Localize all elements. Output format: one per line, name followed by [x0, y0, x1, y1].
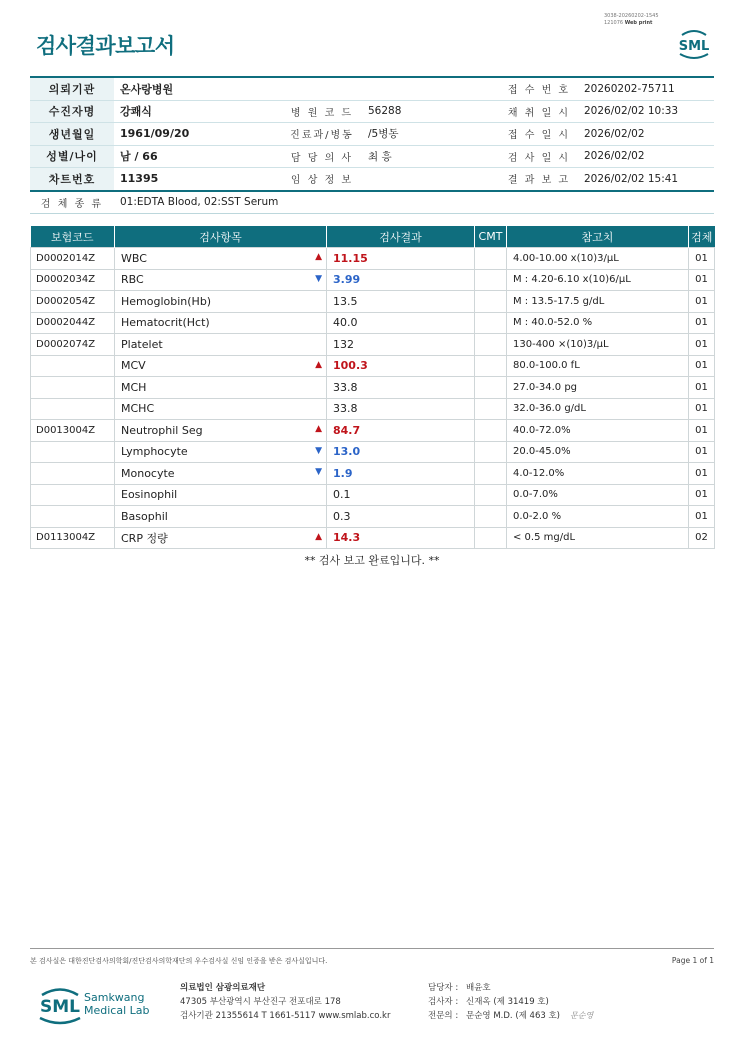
reference-range: M : 13.5-17.5 g/dL	[507, 291, 689, 313]
test-item-label: Hematocrit(Hct)	[121, 316, 210, 330]
specimen-row	[30, 191, 714, 214]
test-item-label: Monocyte	[121, 466, 175, 480]
insurance-code: D0002044Z	[31, 312, 115, 334]
header-code: 보험코드	[31, 226, 115, 248]
info-value	[362, 168, 500, 191]
info-value: /5병동	[362, 123, 500, 146]
test-item	[115, 269, 327, 291]
staff-name: 신재옥 (제 31419 호)	[466, 997, 549, 1007]
staff-info	[428, 981, 593, 1023]
reference-range: 80.0-100.0 fL	[507, 355, 689, 377]
samkwang-logo-icon	[36, 983, 160, 1027]
test-item-label: Neutrophil Seg	[121, 423, 203, 437]
info-row	[30, 100, 714, 123]
info-value	[362, 77, 500, 100]
footer-logo-name-1: Samkwang	[84, 991, 145, 1004]
high-flag-icon: ▲	[315, 531, 322, 542]
staff-label: 검사자 :	[428, 997, 459, 1007]
org-contact: 검사기관 21355614 T 1661-5117 www.smlab.co.kr	[180, 1011, 391, 1021]
comment-cell	[475, 463, 507, 485]
info-row	[30, 168, 714, 191]
info-value: 2026/02/02 15:41	[578, 168, 714, 191]
specimen-code: 01	[689, 377, 715, 399]
info-label: 임 상 정 보	[282, 168, 362, 191]
reference-range: < 0.5 mg/dL	[507, 527, 689, 549]
comment-cell	[475, 291, 507, 313]
test-item-label: CRP 정량	[121, 531, 168, 545]
result-value: 132	[327, 334, 475, 356]
insurance-code: D0002034Z	[31, 269, 115, 291]
result-row	[31, 355, 715, 377]
result-row	[31, 269, 715, 291]
info-row	[30, 123, 714, 146]
info-value: 56288	[362, 100, 500, 123]
staff-row	[428, 1009, 593, 1023]
info-value: 온사랑병원	[114, 77, 282, 100]
result-value: 13.0	[327, 441, 475, 463]
signature: 문순영	[570, 1011, 594, 1020]
reference-range: 130-400 ×(10)3/μL	[507, 334, 689, 356]
result-value: 84.7	[327, 420, 475, 442]
page-title: 검사결과보고서	[36, 34, 175, 58]
info-value: 최 흥	[362, 145, 500, 168]
print-code	[604, 13, 659, 27]
comment-cell	[475, 420, 507, 442]
result-row	[31, 420, 715, 442]
test-item	[115, 463, 327, 485]
info-label: 접 수 번 호	[500, 77, 578, 100]
insurance-code	[31, 355, 115, 377]
info-label: 차트번호	[30, 168, 114, 191]
page-number: Page 1 of 1	[671, 956, 714, 965]
result-row	[31, 377, 715, 399]
test-item	[115, 420, 327, 442]
reference-range: M : 40.0-52.0 %	[507, 312, 689, 334]
test-item-label: MCH	[121, 380, 147, 394]
organization-info	[180, 981, 390, 1023]
info-label: 담 당 의 사	[282, 145, 362, 168]
staff-label: 전문의 :	[428, 1011, 459, 1021]
high-flag-icon: ▲	[315, 359, 322, 370]
info-value: 2026/02/02	[578, 145, 714, 168]
staff-row	[428, 995, 593, 1009]
info-label: 의뢰기관	[30, 77, 114, 100]
reference-range: 4.0-12.0%	[507, 463, 689, 485]
test-item	[115, 355, 327, 377]
specimen-code: 01	[689, 506, 715, 528]
info-value: 20260202-75711	[578, 77, 714, 100]
print-code-line-2: 121076	[604, 20, 624, 26]
test-item	[115, 527, 327, 549]
print-code-line-1: 3038-20260202-1545	[604, 13, 659, 19]
test-item	[115, 248, 327, 270]
specimen-code: 01	[689, 463, 715, 485]
comment-cell	[475, 377, 507, 399]
test-item-label: MCV	[121, 359, 146, 373]
reference-range: 4.00-10.00 x(10)3/μL	[507, 248, 689, 270]
comment-cell	[475, 441, 507, 463]
insurance-code: D0002014Z	[31, 248, 115, 270]
result-value: 33.8	[327, 377, 475, 399]
header-item: 검사항목	[115, 226, 327, 248]
test-item	[115, 441, 327, 463]
result-value: 11.15	[327, 248, 475, 270]
result-value: 33.8	[327, 398, 475, 420]
result-value: 1.9	[327, 463, 475, 485]
low-flag-icon: ▼	[315, 273, 322, 284]
specimen-code: 01	[689, 420, 715, 442]
info-label: 성별/나이	[30, 145, 114, 168]
staff-label: 담당자 :	[428, 983, 459, 993]
info-label: 결 과 보 고	[500, 168, 578, 191]
high-flag-icon: ▲	[315, 424, 322, 434]
test-item	[115, 398, 327, 420]
specimen-code: 01	[689, 441, 715, 463]
specimen-code: 01	[689, 312, 715, 334]
comment-cell	[475, 355, 507, 377]
logo-text: SML	[678, 39, 710, 54]
reference-range: 20.0-45.0%	[507, 441, 689, 463]
test-item-label: RBC	[121, 273, 144, 287]
specimen-code: 01	[689, 355, 715, 377]
info-label: 수진자명	[30, 100, 114, 123]
info-label: 채 취 일 시	[500, 100, 578, 123]
insurance-code	[31, 506, 115, 528]
info-label: 생년월일	[30, 123, 114, 146]
comment-cell	[475, 312, 507, 334]
result-value: 0.3	[327, 506, 475, 528]
comment-cell	[475, 527, 507, 549]
info-label: 병 원 코 드	[282, 100, 362, 123]
insurance-code: D0002054Z	[31, 291, 115, 313]
info-label	[282, 77, 362, 100]
test-item	[115, 312, 327, 334]
info-label: 접 수 일 시	[500, 123, 578, 146]
info-value: 2026/02/02 10:33	[578, 100, 714, 123]
test-item-label: Lymphocyte	[121, 445, 188, 459]
insurance-code: D0113004Z	[31, 527, 115, 549]
staff-name: 배윤호	[466, 983, 491, 993]
low-flag-icon: ▼	[315, 445, 322, 456]
test-item	[115, 291, 327, 313]
org-address: 47305 부산광역시 부산진구 전포대로 178	[180, 997, 341, 1007]
reference-range: 40.0-72.0%	[507, 420, 689, 442]
result-row	[31, 312, 715, 334]
specimen-code: 01	[689, 248, 715, 270]
sml-logo-icon	[674, 26, 714, 62]
test-item-label: Hemoglobin(Hb)	[121, 294, 212, 308]
comment-cell	[475, 269, 507, 291]
results-table	[30, 226, 715, 549]
results-header-row	[31, 226, 715, 248]
result-row	[31, 248, 715, 270]
comment-cell	[475, 484, 507, 506]
result-row	[31, 441, 715, 463]
insurance-code: D0002074Z	[31, 334, 115, 356]
report-complete-message: ** 검사 보고 완료입니다. **	[304, 554, 440, 567]
specimen-label: 검 체 종 류	[30, 191, 114, 214]
test-item-label: Basophil	[121, 509, 168, 523]
print-label: Web print	[624, 20, 653, 26]
info-row	[30, 145, 714, 168]
specimen-code: 01	[689, 334, 715, 356]
specimen-code: 01	[689, 484, 715, 506]
test-item	[115, 484, 327, 506]
info-value: 1961/09/20	[114, 123, 282, 146]
header-cmt: CMT	[475, 226, 507, 248]
info-value: 남 / 66	[114, 145, 282, 168]
info-value: 2026/02/02	[578, 123, 714, 146]
insurance-code	[31, 463, 115, 485]
reference-range: 32.0-36.0 g/dL	[507, 398, 689, 420]
result-row	[31, 506, 715, 528]
comment-cell	[475, 248, 507, 270]
specimen-code: 01	[689, 291, 715, 313]
specimen-code: 01	[689, 398, 715, 420]
insurance-code: D0013004Z	[31, 420, 115, 442]
result-value: 0.1	[327, 484, 475, 506]
patient-info-table	[30, 76, 714, 214]
comment-cell	[475, 506, 507, 528]
result-value: 3.99	[327, 269, 475, 291]
test-item-label: Platelet	[121, 337, 163, 351]
result-row	[31, 334, 715, 356]
info-value: 11395	[114, 168, 282, 191]
comment-cell	[475, 398, 507, 420]
staff-name: 문순영 M.D. (제 463 호)	[466, 1011, 561, 1021]
result-row	[31, 398, 715, 420]
header-spec: 검체	[689, 226, 715, 248]
result-row	[31, 527, 715, 549]
footer-logo-text: SML	[40, 997, 80, 1017]
reference-range: 27.0-34.0 pg	[507, 377, 689, 399]
result-value: 100.3	[327, 355, 475, 377]
result-value: 14.3	[327, 527, 475, 549]
low-flag-icon: ▼	[315, 467, 322, 477]
comment-cell	[475, 334, 507, 356]
footer-logo-name-2: Medical Lab	[84, 1004, 150, 1017]
result-value: 40.0	[327, 312, 475, 334]
test-item	[115, 334, 327, 356]
specimen-code: 01	[689, 269, 715, 291]
specimen-code: 02	[689, 527, 715, 549]
reference-range: M : 4.20-6.10 x(10)6/μL	[507, 269, 689, 291]
test-item-label: MCHC	[121, 402, 155, 416]
result-value: 13.5	[327, 291, 475, 313]
test-item-label: WBC	[121, 251, 147, 265]
test-item-label: Eosinophil	[121, 488, 178, 502]
insurance-code	[31, 484, 115, 506]
footer-divider	[30, 948, 714, 949]
org-name: 의료법인 삼광의료재단	[180, 983, 266, 993]
result-row	[31, 484, 715, 506]
header-ref: 참고치	[507, 226, 689, 248]
accreditation-note: 본 검사실은 대한진단검사의학회/진단검사의학재단의 우수검사실 신임 인증을 받은 검사실입니다.	[30, 957, 328, 965]
test-item	[115, 377, 327, 399]
reference-range: 0.0-7.0%	[507, 484, 689, 506]
high-flag-icon: ▲	[315, 252, 322, 262]
staff-row	[428, 981, 593, 995]
header-result: 검사결과	[327, 226, 475, 248]
test-item	[115, 506, 327, 528]
info-label: 검 사 일 시	[500, 145, 578, 168]
insurance-code	[31, 441, 115, 463]
info-value: 강쾌식	[114, 100, 282, 123]
info-label: 진료과/병동	[282, 123, 362, 146]
reference-range: 0.0-2.0 %	[507, 506, 689, 528]
insurance-code	[31, 377, 115, 399]
insurance-code	[31, 398, 115, 420]
specimen-value: 01:EDTA Blood, 02:SST Serum	[114, 191, 714, 214]
result-row	[31, 463, 715, 485]
result-row	[31, 291, 715, 313]
info-row	[30, 77, 714, 100]
